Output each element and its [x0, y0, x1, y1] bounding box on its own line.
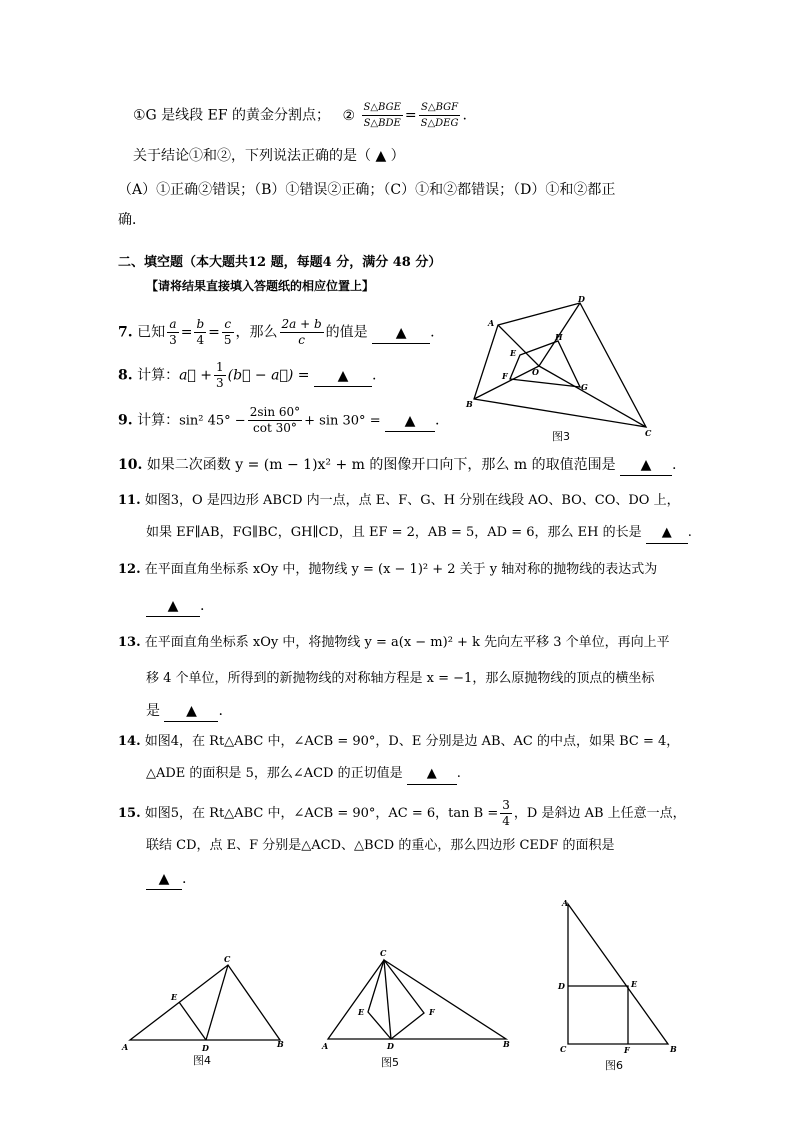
section-note: 【请将结果直接填入答题纸的相应位置上】	[146, 279, 375, 293]
triangle-abc	[328, 960, 506, 1039]
question-13-line-3: 是 ▲ .	[146, 701, 223, 722]
fig4-label-d: D	[202, 1043, 209, 1053]
section-title: 二、填空题（本大题共12 题，每题4 分，满分 48 分）	[118, 255, 442, 270]
answer-blank-11[interactable]: ▲	[646, 523, 688, 544]
quad-abcd	[474, 303, 646, 427]
fig3-label-g: G	[581, 382, 588, 392]
fig6-label-c: C	[560, 1044, 567, 1054]
question-14-line-2: △ADE 的面积是 5，那么∠ACD 的正切值是 ▲ .	[146, 764, 461, 785]
question-7: 7. 已知 $\frac{a}{3}$ = $\frac{b}{4}$ = $\frac{c}{5}$ ，那么 $\frac{2a + b}{c}$ 的值是 ▲ .	[118, 317, 435, 347]
segment-cd	[384, 960, 391, 1039]
segment-cd	[206, 965, 228, 1040]
triangle-abc	[130, 965, 280, 1040]
question-12-line-1: 12. 在平面直角坐标系 xOy 中，抛物线 y = (x − 1)² + 2 关于 y 轴对称的抛物线的表达式为	[118, 562, 658, 577]
fig5-label-e: E	[358, 1007, 365, 1017]
question-11-line-2: 如果 EF∥AB，FG∥BC，GH∥CD，且 EF = 2，AB = 5，AD = 6，那么 EH 的长是 ▲ .	[146, 523, 692, 544]
question-11-line-1: 11. 如图3，O 是四边形 ABCD 内一点，点 E、F、G、H 分别在线段 AO、BO、CO、DO 上，	[118, 493, 680, 508]
figure-5	[316, 942, 516, 1054]
fig6-label-d: D	[558, 981, 565, 991]
figure-3	[462, 295, 662, 440]
options-line: （A）①正确②错误；（B）①错误②正确；（C）①和②都错误；（D）①和②都正	[118, 182, 616, 198]
conclusion-1: ①G 是线段 EF 的黄金分割点；	[133, 107, 331, 124]
fig3-label-h: H	[555, 332, 563, 342]
fig6-label-e: E	[631, 979, 638, 989]
answer-blank-15[interactable]: ▲	[146, 869, 182, 890]
question-12-line-2: ▲ .	[146, 596, 204, 617]
answer-blank-14[interactable]: ▲	[407, 764, 457, 785]
question-13-line-2: 移 4 个单位，所得到的新抛物线的对称轴方程是 x = −1，那么原抛物线的顶点的横坐标	[146, 671, 655, 686]
fig4-label-c: C	[224, 954, 231, 964]
question-9: 9. 计算：sin² 45° − $\frac{2\sin 60^\circ}{\cot 30^\circ}$ + sin 30° = ▲ .	[118, 405, 440, 435]
fig3-label-f: F	[502, 371, 508, 381]
fig3-label-b: B	[466, 399, 473, 409]
answer-blank-8[interactable]: ▲	[314, 366, 372, 387]
fig5-label-c: C	[380, 948, 387, 958]
fraction-bge-bde: $\frac{\text{S△BGE}}{\text{S△BDE}}$	[363, 102, 401, 129]
question-10: 10. 如果二次函数 y = (m − 1)x² + m 的图像开口向下，那么 m 的取值范围是 ▲ .	[118, 455, 677, 476]
fig4-label-e: E	[171, 992, 178, 1002]
figure-6-caption: 图6	[605, 1059, 623, 1072]
fig3-label-c: C	[645, 428, 652, 438]
fig6-label-b: B	[670, 1044, 677, 1054]
question-15-line-2: 联结 CD，点 E、F 分别是△ACD、△BCD 的重心，那么四边形 CEDF 的面积是	[146, 838, 615, 853]
answer-blank-9[interactable]: ▲	[385, 411, 435, 432]
fig4-label-b: B	[277, 1039, 284, 1049]
fig3-label-a: A	[488, 318, 495, 328]
answer-blank-10[interactable]: ▲	[620, 455, 672, 476]
triangle-abc	[568, 904, 668, 1044]
fig3-label-d: D	[578, 295, 585, 304]
options-line-cont: 确．	[118, 212, 146, 228]
fig5-label-b: B	[503, 1039, 510, 1049]
answer-blank-12[interactable]: ▲	[146, 596, 200, 617]
fig5-label-a: A	[322, 1041, 329, 1051]
figure-4-caption: 图4	[193, 1054, 211, 1067]
conclusion-line: ①G 是线段 EF 的黄金分割点； ② $\frac{\text{S△BGE}}{\text{S△BDE}}$ = $\frac{\text{S△BGF}}{\text{S△DEG}}$ .	[133, 102, 467, 129]
fig6-label-a: A	[562, 898, 569, 908]
fig3-label-e: E	[510, 348, 517, 358]
question-15-line-3: ▲ .	[146, 869, 186, 890]
fig5-label-d: D	[387, 1041, 394, 1051]
answer-blank-7[interactable]: ▲	[372, 323, 430, 344]
figure-3-caption: 图3	[552, 430, 570, 443]
question-8: 8. 计算：a⃗ + $\frac{1}{3}$ (b⃗ − a⃗) = ▲ .	[118, 360, 377, 390]
figure-5-caption: 图5	[381, 1056, 399, 1069]
answer-blank-13[interactable]: ▲	[164, 701, 218, 722]
conclusion-2-marker: ②	[342, 107, 356, 124]
figure-6	[556, 894, 686, 1059]
figure-4	[120, 950, 295, 1055]
fig3-label-o: O	[532, 367, 539, 377]
quad-cedf	[368, 960, 424, 1039]
question-14-line-1: 14. 如图4，在 Rt△ABC 中，∠ACB = 90°，D、E 分别是边 AB、AC 的中点，如果 BC = 4，	[118, 734, 680, 749]
question-15-line-1: 15. 如图5，在 Rt△ABC 中，∠ACB = 90°，AC = 6，tan B = $\frac{3}{4}$ ，D 是斜边 AB 上任意一点，	[118, 798, 686, 828]
fig5-label-f: F	[429, 1007, 435, 1017]
fraction-bgf-deg: $\frac{\text{S△BGF}}{\text{S△DEG}}$	[420, 102, 459, 129]
fig4-label-a: A	[122, 1042, 129, 1052]
square-cdef	[568, 986, 628, 1044]
fig6-label-f: F	[624, 1045, 630, 1055]
question-line: 关于结论①和②，下列说法正确的是（ ▲ ）	[133, 148, 405, 164]
segment-ed	[179, 1002, 206, 1040]
question-13-line-1: 13. 在平面直角坐标系 xOy 中，将抛物线 y = a(x − m)² + k 先向左平移 3 个单位，再向上平	[118, 635, 670, 650]
